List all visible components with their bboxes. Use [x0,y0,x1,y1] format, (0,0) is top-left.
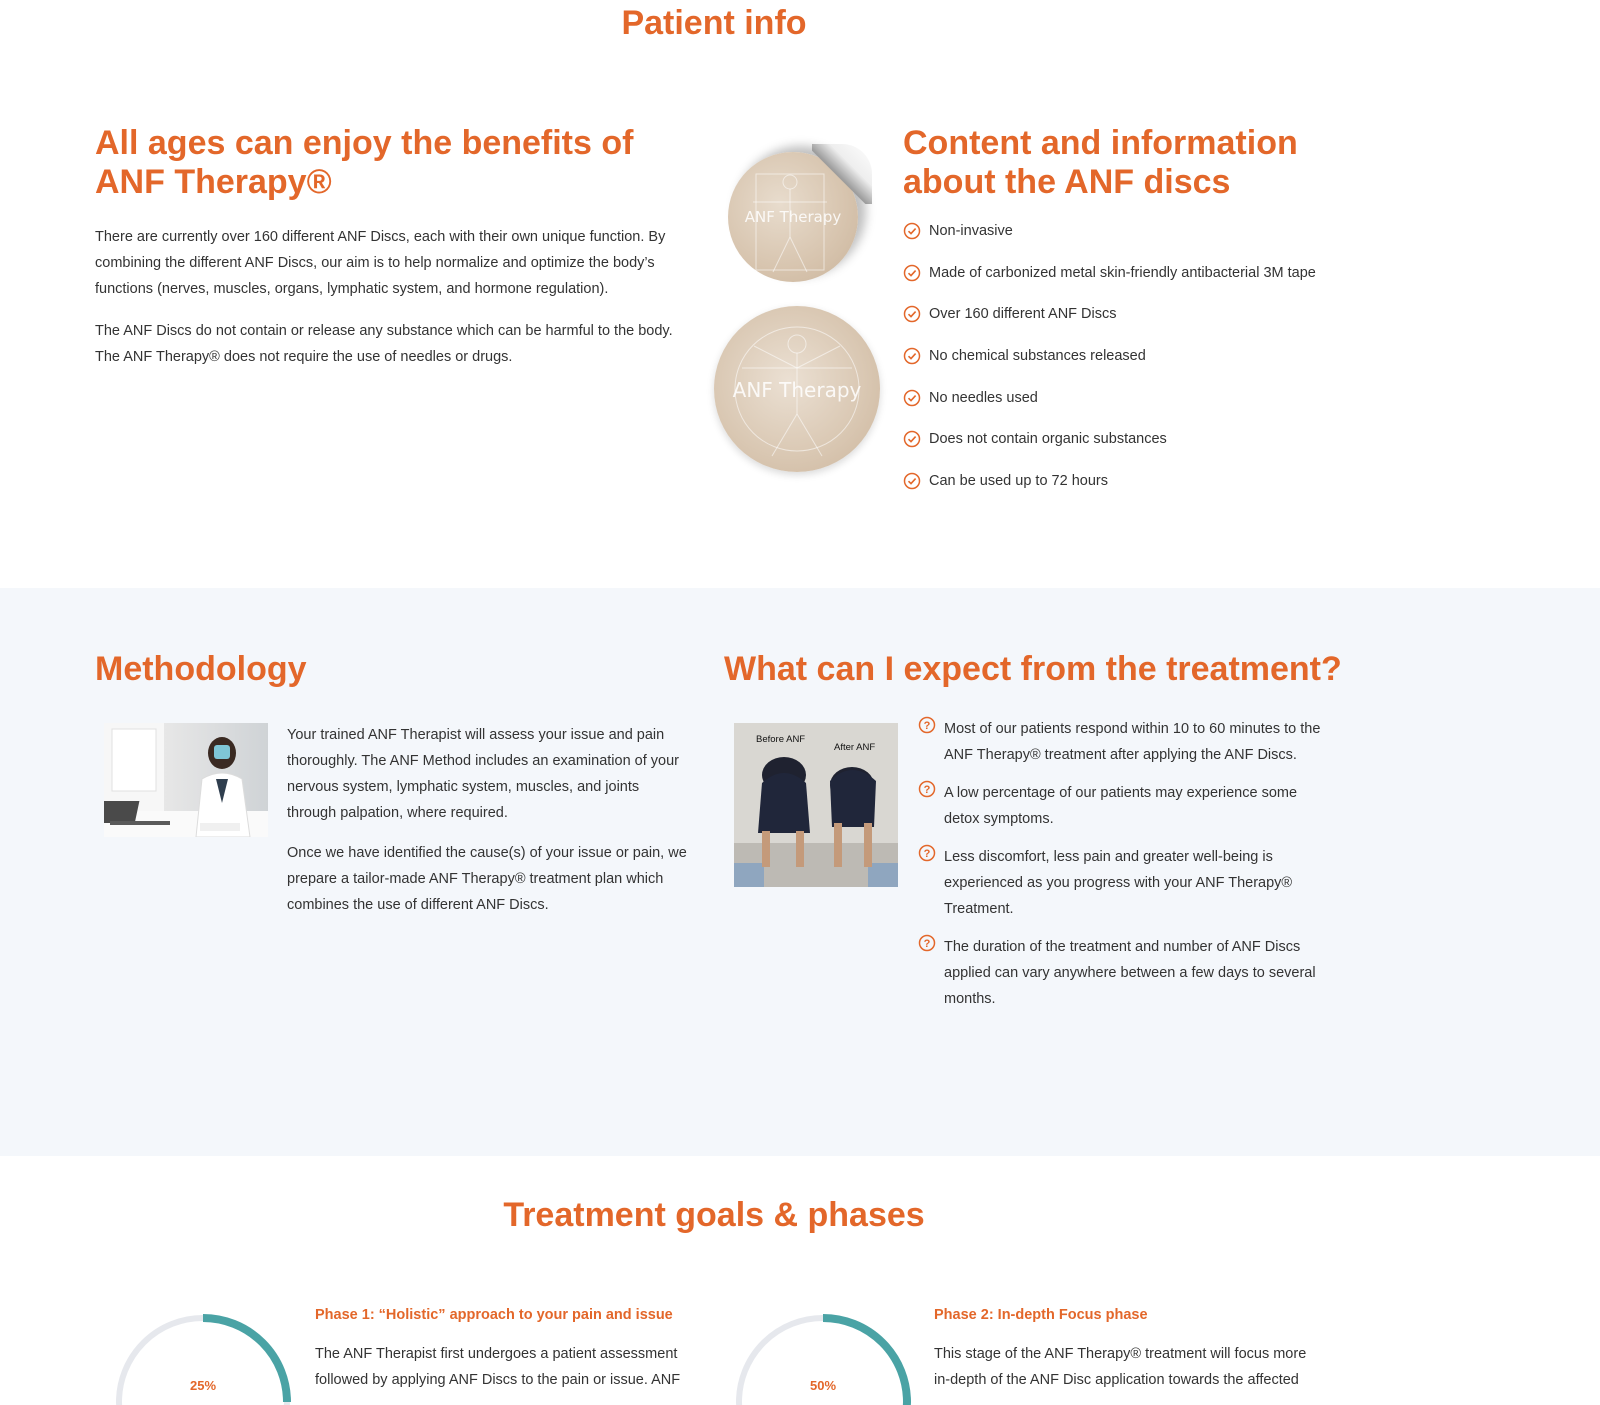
expect-list [918,716,1328,1024]
list-item-text: Non-invasive [929,222,1013,239]
list-item-text: No needles used [929,389,1038,406]
list-item-text: Over 160 different ANF Discs [929,306,1117,323]
phase-1-block [315,1307,705,1393]
benefits-paragraph-1: There are currently over 160 different ANF Discs, each with their own unique function. By combining the different ANF Discs, our aim is to help normalize and optimize the body’s functions (nerves, muscles, organs, lymphatic system, and hormone regulation). [95,229,666,297]
anf-disc-small-image [728,152,858,282]
benefits-paragraph-2: The ANF Discs do not contain or release any substance which can be harmful to the body. The ANF Therapy® does not require the use of needles or drugs. [95,323,673,365]
check-circle-icon [903,347,921,365]
page-title: Patient info [621,4,807,42]
before-after-photo [734,723,898,887]
content-info-list [903,210,1363,502]
phase-1-progress-gauge [113,1312,293,1405]
phase-1-percent: 25% [189,1378,217,1393]
list-item [903,418,1363,460]
expect-title: What can I expect from the treatment? [724,650,1342,688]
list-item [903,210,1363,252]
question-circle-icon [918,780,936,798]
before-label: Before ANF [756,734,806,745]
question-circle-icon [918,844,936,862]
methodology-text [287,722,692,918]
check-circle-icon [903,305,921,323]
content-info-title: Content and information about the ANF discs [903,124,1298,201]
methodology-paragraph-1: Your trained ANF Therapist will assess your issue and pain thoroughly. The ANF Method includes an examination of your nervous system, lymphatic system, muscles, and joints through palpation, where required. [287,727,679,821]
doctor-photo [104,723,268,837]
anf-disc-large-image [714,306,880,472]
disc-large-label: ANF Therapy [732,378,862,402]
svg-text:?: ? [923,784,931,796]
phase-1-text: The ANF Therapist first undergoes a patient assessment followed by applying ANF Discs to the pain or issue. ANF [315,1346,681,1388]
list-item-text: Can be used up to 72 hours [929,472,1108,489]
methodology-section [0,588,1600,1156]
disc-small-label: ANF Therapy [744,208,842,226]
phase-2-block [934,1307,1324,1393]
doctor-at-laptop-image [104,723,268,837]
check-circle-icon [903,389,921,407]
phase-1-title: Phase 1: “Holistic” approach to your pain and issue [315,1307,673,1323]
phase-2-title: Phase 2: In-depth Focus phase [934,1307,1148,1323]
phase-2-percent: 50% [809,1378,837,1393]
list-item [918,934,1328,1012]
after-label: After ANF [834,742,876,753]
list-item [903,293,1363,335]
svg-text:?: ? [923,938,931,950]
list-item-text: A low percentage of our patients may experience some detox symptoms. [944,785,1298,827]
goals-title: Treatment goals & phases [503,1196,925,1234]
list-item-text: Made of carbonized metal skin-friendly antibacterial 3M tape [929,264,1316,281]
list-item [918,780,1328,832]
content-info-block [903,124,1363,502]
list-item-text: Less discomfort, less pain and greater well-being is experienced as you progress with your ANF Therapy® Treatment. [944,849,1293,917]
svg-text:?: ? [923,720,931,732]
question-circle-icon [918,934,936,952]
svg-text:?: ? [923,848,931,860]
check-circle-icon [903,472,921,490]
check-circle-icon [903,264,921,282]
list-item-text: The duration of the treatment and number of ANF Discs applied can vary anywhere between a few days to several months. [944,939,1316,1007]
list-item-text: No chemical substances released [929,347,1146,364]
before-after-image [734,723,898,887]
list-item [903,335,1363,377]
list-item [903,460,1363,502]
disc-peel-corner [812,144,872,204]
phase-2-text: This stage of the ANF Therapy® treatment will focus more in-depth of the ANF Disc application towards the affected [934,1346,1307,1388]
check-circle-icon [903,430,921,448]
methodology-title: Methodology [95,650,307,688]
list-item [918,716,1328,768]
benefits-title: All ages can enjoy the benefits of ANF Therapy® [95,124,634,201]
methodology-paragraph-2: Once we have identified the cause(s) of your issue or pain, we prepare a tailor-made ANF Therapy® treatment plan which combines the use of different ANF Discs. [287,845,687,913]
list-item-text: Most of our patients respond within 10 to 60 minutes to the ANF Therapy® treatment after applying the ANF Discs. [944,721,1321,763]
list-item-text: Does not contain organic substances [929,431,1167,448]
list-item [918,844,1328,922]
list-item [903,377,1363,419]
question-circle-icon [918,716,936,734]
benefits-block [95,124,685,370]
list-item [903,252,1363,294]
phase-2-progress-gauge [733,1312,913,1405]
check-circle-icon [903,222,921,240]
